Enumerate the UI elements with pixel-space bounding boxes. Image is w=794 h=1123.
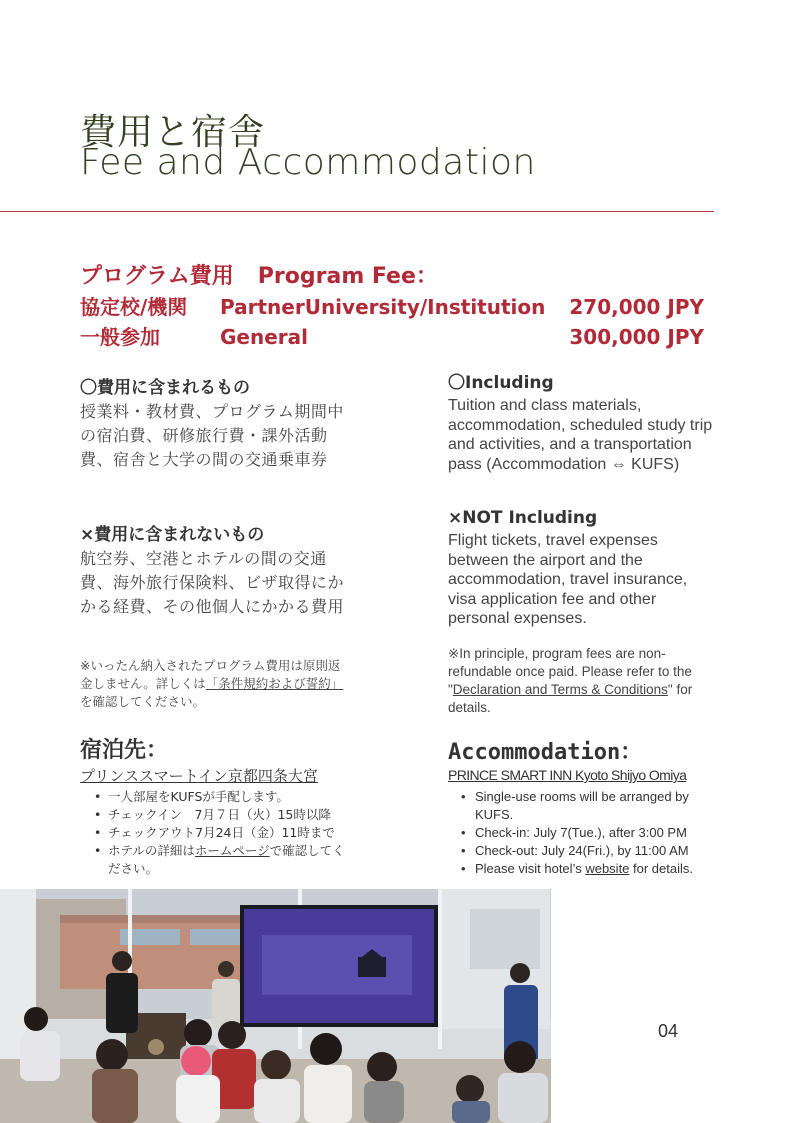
page-title-jp: 費用と宿舎 [80,112,266,153]
bullet-icon: • [461,861,466,876]
title-divider [0,211,714,212]
fee-label-jp: 一般参加 [80,325,160,349]
program-fee-heading-en: Program Fee： [257,264,438,289]
bullet-icon: • [461,789,466,804]
list-item-text: 一人部屋をKUFSが手配します。 [108,789,289,804]
terms-link-en[interactable]: Declaration and Terms & Conditions [452,682,668,697]
list-item [86,788,348,806]
program-fee-heading [80,262,704,292]
website-link[interactable]: website [585,861,630,876]
fee-row-general [80,322,704,352]
list-item-text: チェックアウト7月24日（金）11時まで [108,825,335,840]
fee-amount: 300,000 JPY [569,325,704,349]
classroom-photo [0,889,551,1123]
program-fee-block [80,262,704,352]
list-item [86,806,348,824]
accommodation-heading-en: Accommodation： [448,740,643,765]
bullet-icon: • [94,843,102,858]
accommodation-list-jp [86,788,348,878]
list-item-text: Check-in: July 7(Tue.), after 3:00 PM [475,825,687,840]
list-item [86,824,348,842]
including-heading-en: 〇Including [448,373,554,393]
fee-label-jp: 協定校/機関 [80,295,188,319]
list-item [453,788,715,824]
including-body-jp: 授業料・教材費、プログラム期間中の宿泊費、研修旅行費・課外活動費、宿舎と大学の間の交通乗車券 [80,402,344,469]
fee-amount: 270,000 JPY [569,295,704,319]
list-item-text: Single-use rooms will be arranged by KUFS. [475,789,689,822]
including-heading-jp: 〇費用に含まれるもの [80,378,250,398]
homepage-link[interactable]: ホームページ [194,843,270,858]
list-item [453,842,715,860]
not-including-heading-en: ×NOT Including [448,508,598,528]
refund-note-jp [80,657,350,711]
fee-label-en: PartnerUniversity/Institution [220,295,546,319]
list-item-text: ホテルの詳細は [108,843,195,858]
not-including-body-en: Flight tickets, travel expenses between the airport and the accommodation, travel insurance, visa application fee and other personal expenses. [448,532,688,627]
bullet-icon: • [94,789,102,804]
list-item [86,842,348,878]
list-item-tail: で確認してください。 [108,843,345,876]
refund-note-en-tail: " for details. [448,682,693,715]
bullet-icon: • [461,843,466,858]
refund-note-en-text: ※In principle, program fees are non-refundable once paid. Please refer to the " [448,646,692,697]
including-jp-section [80,373,350,472]
terms-link-jp[interactable]: 「条件規約および誓約」 [205,676,344,691]
including-body-en: Tuition and class materials, accommodation, scheduled study trip and activities, and a transportation pass (Accommodation ⇔ KUFS) [448,397,713,473]
list-item [453,824,715,842]
list-item-text: Please visit hotel’s [475,861,586,876]
bullet-icon: • [94,807,102,822]
page-title-en: Fee and Accommodation [80,142,536,183]
list-item [453,860,715,878]
hotel-name-en[interactable]: PRINCE SMART INN Kyoto Shijyo Omiya [448,767,687,783]
accommodation-list-en [453,788,715,878]
bullet-icon: • [94,825,102,840]
refund-note-jp-tail: を確認してください。 [80,694,206,709]
refund-note-en [448,645,716,717]
list-item-tail: for details. [629,861,693,876]
program-fee-heading-jp: プログラム費用 [80,264,234,289]
fee-row-partner [80,292,704,322]
not-including-heading-jp: ×費用に含まれないもの [80,525,265,545]
refund-note-jp-text: ※いったん納入されたプログラム費用は原則返金しません。詳しくは [80,658,341,691]
fee-label-en: General [220,325,308,349]
accommodation-heading-jp: 宿泊先： [80,738,169,763]
not-including-body-jp: 航空券、空港とホテルの間の交通費、海外旅行保険料、ビザ取得にかかる経費、その他個人にかかる費用 [80,549,345,616]
including-en-section [448,368,718,474]
hotel-name-jp[interactable]: プリンススマートイン京都四条大宮 [80,767,318,785]
list-item-text: Check-out: July 24(Fri.), by 11:00 AM [475,843,689,858]
page-number: 04 [658,1021,679,1041]
list-item-text: チェックイン 7月７日（火）15時以降 [108,807,331,822]
bullet-icon: • [461,825,466,840]
not-including-en-section [448,508,718,629]
not-including-jp-section [80,520,350,619]
